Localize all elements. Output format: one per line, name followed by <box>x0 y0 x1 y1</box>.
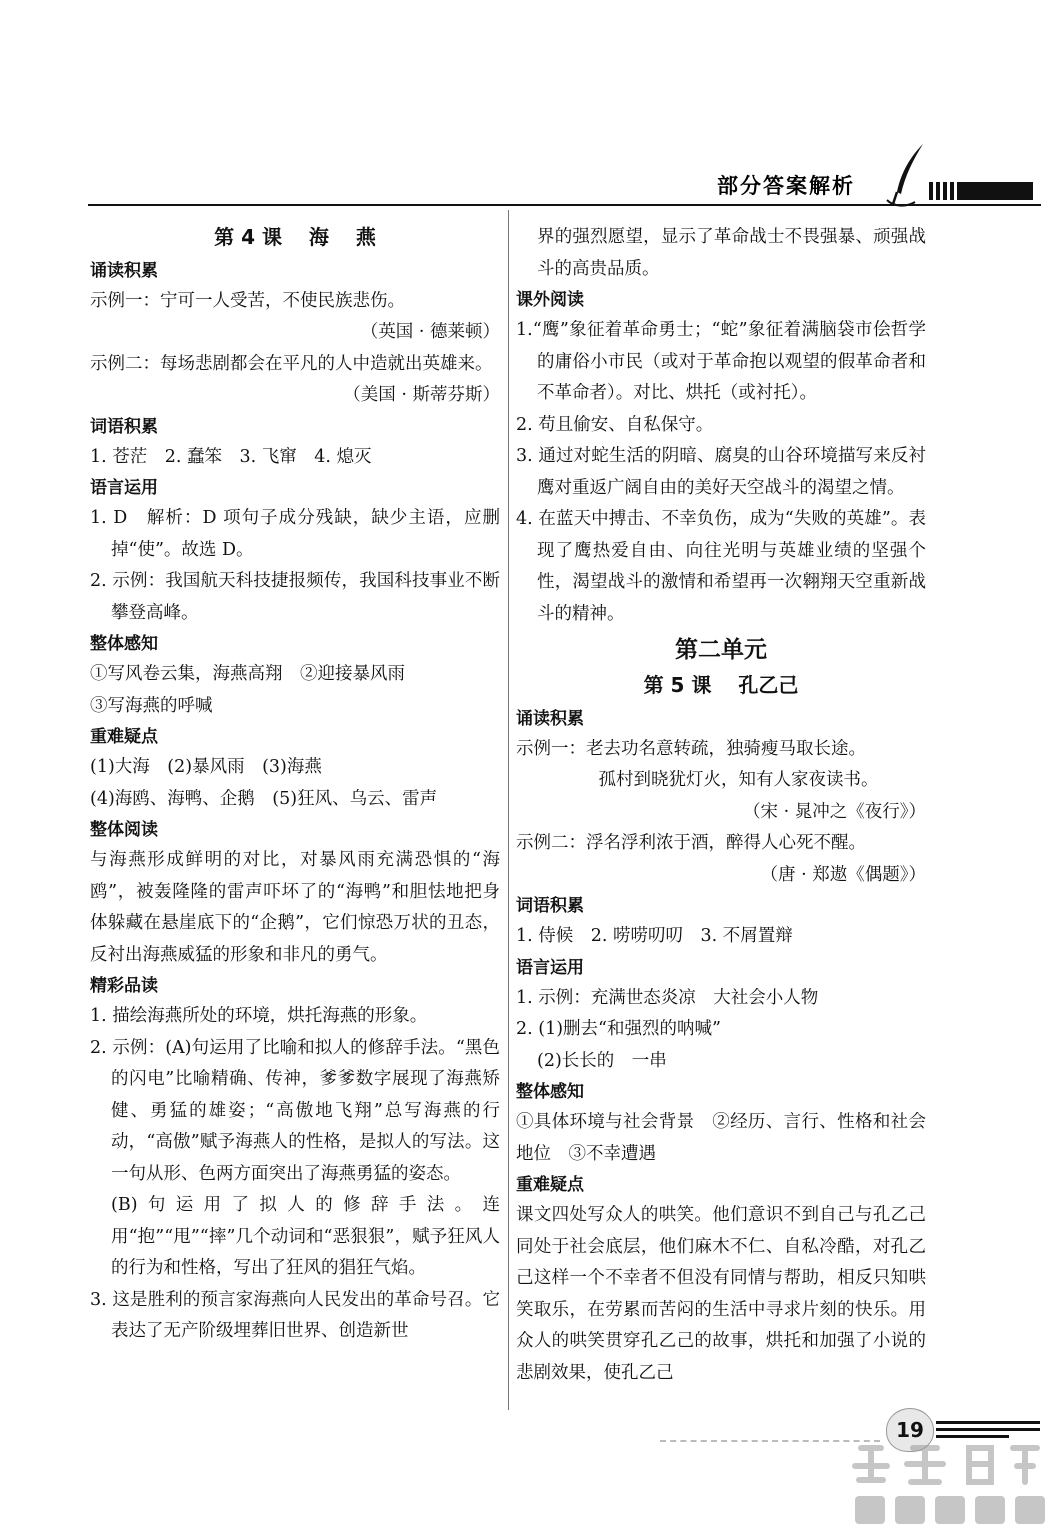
text-line: 2. 示例：我国航天科技捷报频传，我国科技事业不断攀登高峰。 <box>90 571 500 623</box>
quill-pen-icon <box>883 142 929 208</box>
section-heading: 课外阅读 <box>516 290 584 310</box>
text-line: 2. 苟且偷安、自私保守。 <box>516 414 714 435</box>
text-line: （宋 · 晁冲之《夜行》） <box>743 801 926 822</box>
watermark-logo <box>841 1436 1051 1532</box>
section-heading: 重难疑点 <box>90 727 158 747</box>
text-line: 孤村到晓犹灯火，知有人家夜读书。 <box>598 770 879 790</box>
text-line: 1. D 解析：D 项句子成分残缺，缺少主语，应删掉“使”。故选 D。 <box>90 508 500 560</box>
right-column <box>516 222 926 1389</box>
text-line: (4)海鸥、海鸭、企鹅 (5)狂风、乌云、雷声 <box>90 788 438 809</box>
text-line: 示例二：每场悲剧都会在平凡的人中造就出英雄来。 <box>90 353 493 374</box>
section-heading: 整体阅读 <box>90 820 158 840</box>
text-line: ①具体环境与社会背景 ②经历、言行、性格和社会地位 ③不幸遭遇 <box>516 1112 926 1164</box>
lesson-title: 第 5 课 孔乙己 <box>643 673 799 697</box>
section-heading: 诵读积累 <box>516 708 584 729</box>
text-line: 3. 通过对蛇生活的阴暗、腐臭的山谷环境描写来反衬鹰对重返广阔自由的美好天空战斗的渴望之情。 <box>516 446 926 498</box>
left-column <box>90 222 500 1348</box>
text-line: 课文四处写众人的哄笑。他们意识不到自己与孔乙己同处于社会底层，他们麻木不仁、自私冷酷，对孔乙己这样一个不幸者不但没有同情与帮助，相反只知哄笑取乐，在劳累而苦闷的生活中寻求片刻的快乐。用众人的哄笑贯穿孔乙己的故事，烘托和加强了小说的悲剧效果，使孔乙己 <box>516 1205 926 1383</box>
text-line: ③写海燕的呼喊 <box>90 695 213 716</box>
text-line: 1. 示例：充满世态炎凉 大社会小人物 <box>516 987 819 1008</box>
section-heading: 语言运用 <box>516 957 584 978</box>
text-line: 示例一：老去功名意转疏，独骑瘦马取长途。 <box>516 738 866 759</box>
column-divider <box>508 210 509 1410</box>
text-line: ①写风卷云集，海燕高翔 ②迎接暴风雨 <box>90 664 405 684</box>
text-line: 示例二：浮名浮利浓于酒，醉得人心死不醒。 <box>516 833 866 853</box>
text-line: （英国 · 德莱顿） <box>360 322 500 342</box>
text-line: 1. 侍候 2. 唠唠叨叨 3. 不屑置辩 <box>516 926 793 946</box>
text-line: 界的强烈愿望，显示了革命战士不畏强暴、顽强战斗的高贵品质。 <box>537 227 926 279</box>
text-line: 与海燕形成鲜明的对比，对暴风雨充满恐惧的“海鸥”，被轰隆隆的雷声吓坏了的“海鸭”和胆怯地把身体躲藏在悬崖底下的“企鹅”，它们惊恐万状的丑态，反衬出海燕威猛的形象和非凡的勇气。 <box>90 850 500 965</box>
section-heading: 精彩品读 <box>90 976 158 996</box>
text-line: 1. 描绘海燕所处的环境，烘托海燕的形象。 <box>90 1006 428 1026</box>
text-line: 2. 示例：(A)句运用了比喻和拟人的修辞手法。“黑色的闪电”比喻精确、传神，爹爹数字展现了海燕矫健、勇猛的雄姿；“高傲地飞翔”总写海燕的行动，“高傲”赋予海燕人的性格，是拟人的写法。这一句从形、色两方面突出了海燕勇猛的姿态。 <box>90 1037 500 1184</box>
section-heading: 语言运用 <box>90 478 158 498</box>
section-heading: 诵读积累 <box>90 260 158 281</box>
text-line: 1.“鹰”象征着革命勇士；“蛇”象征着满脑袋市侩哲学的庸俗小市民（或对于革命抱以观望的假革命者和不革命者）。对比、烘托（或衬托）。 <box>516 320 926 403</box>
lesson-title: 第 4 课 海 燕 <box>214 225 376 249</box>
text-line: 4. 在蓝天中搏击、不幸负伤，成为“失败的英雄”。表现了鹰热爱自由、向往光明与英雄业绩的坚强个性，渴望战斗的激情和希望再一次翱翔天空重新战斗的精神。 <box>516 509 926 624</box>
text-line: 2. (1)删去“和强烈的呐喊” <box>516 1019 721 1039</box>
header-title: 部分答案解析 <box>717 174 855 198</box>
text-line: 3. 这是胜利的预言家海燕向人民发出的革命号召。它表达了无产阶级埋葬旧世界、创造新世 <box>90 1289 500 1341</box>
text-line: （唐 · 郑遨《偶题》） <box>760 864 926 885</box>
page-header <box>88 168 1041 206</box>
unit-title: 第二单元 <box>675 637 767 663</box>
text-line: (2)长长的 一串 <box>537 1050 667 1071</box>
section-heading: 整体感知 <box>516 1082 584 1102</box>
header-decor-bars <box>929 182 1033 200</box>
text-line: (1)大海 (2)暴风雨 (3)海燕 <box>90 757 322 777</box>
section-heading: 词语积累 <box>516 896 584 916</box>
section-heading: 词语积累 <box>90 416 158 437</box>
header-rule <box>88 204 1041 206</box>
text-line: （美国 · 斯蒂芬斯） <box>343 385 500 405</box>
text-line: (B)句运用了拟人的修辞手法。连用“抱”“甩”“摔”几个动词和“恶狠狠”，赋予狂风人的行为和性格，写出了狂风的猖狂气焰。 <box>111 1195 500 1278</box>
section-heading: 整体感知 <box>90 634 158 654</box>
section-heading: 重难疑点 <box>516 1175 584 1195</box>
text-line: 示例一：宁可一人受苦，不使民族悲伤。 <box>90 290 405 311</box>
text-line: 1. 苍茫 2. 蠢笨 3. 飞窜 4. 熄灭 <box>90 446 372 467</box>
page-number: 19 <box>886 1408 934 1452</box>
